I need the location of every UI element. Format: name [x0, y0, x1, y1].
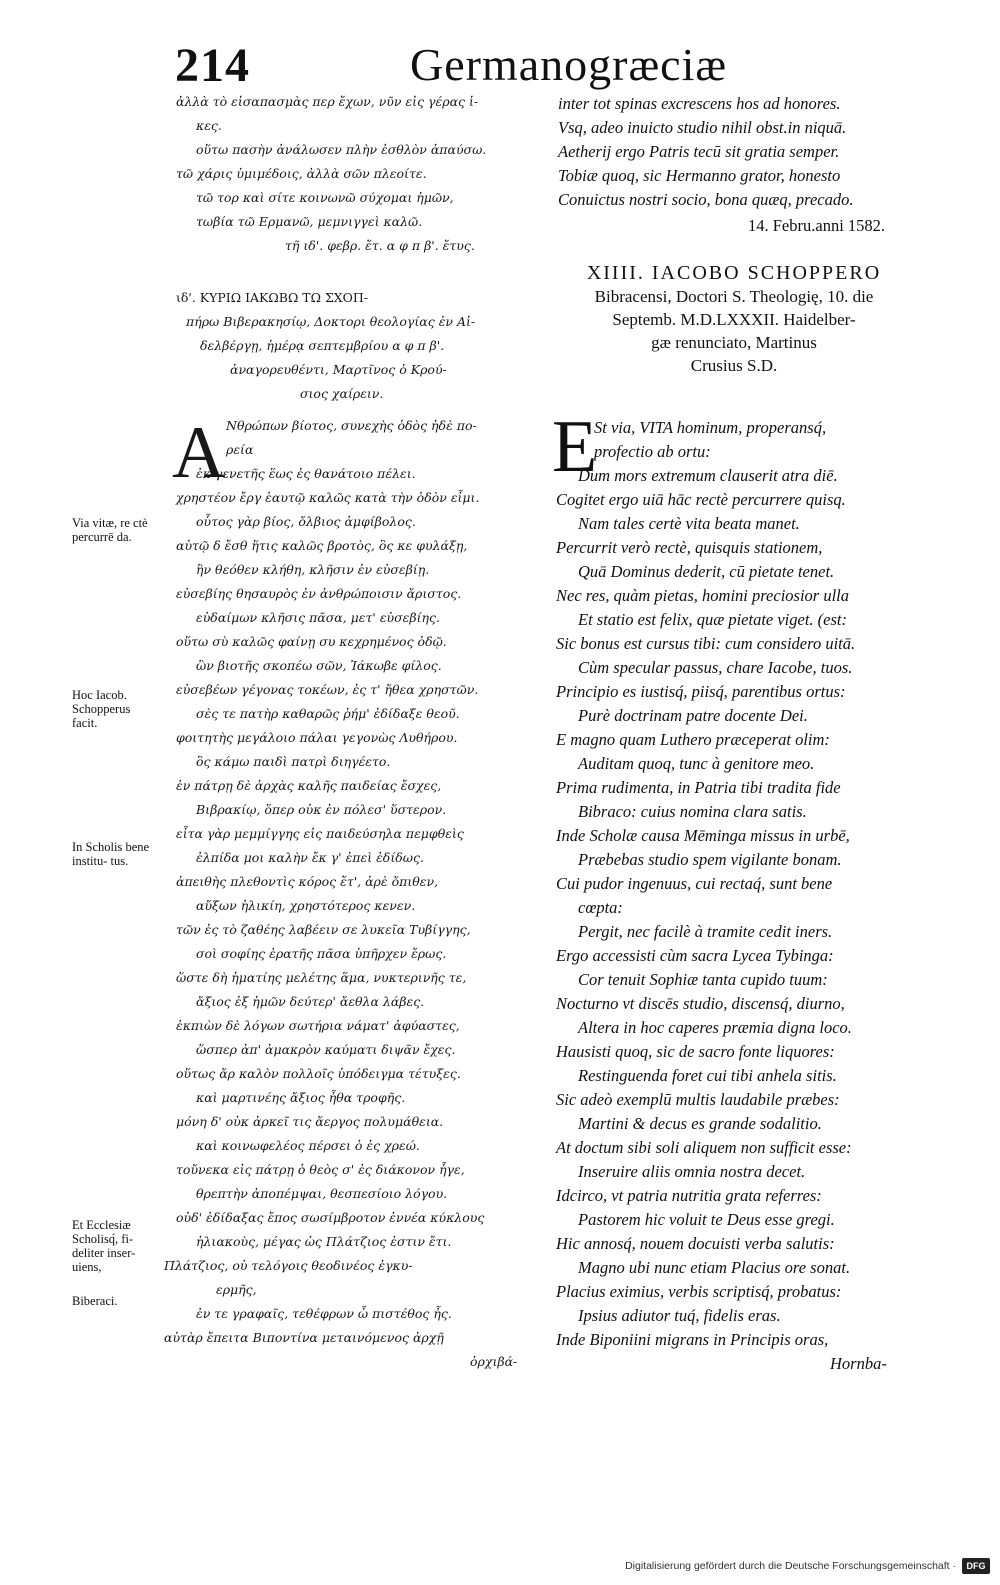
text-line: οὐδ' ἐδίδαξας ἔπος σωσίμβροτον ἐννέα κύκλους — [176, 1210, 485, 1225]
text-line: Cor tenuit Sophiæ tanta cupido tuum: — [578, 970, 828, 989]
text-line: Cui pudor ingenuus, cui rectaq́, sunt bene — [556, 874, 833, 893]
text-line: Hic annosq́, nouem docuisti verba salutis: — [556, 1234, 835, 1253]
text-line: Ergo accessisti cùm sacra Lycea Tybinga: — [556, 946, 834, 965]
text-line: ρεία — [226, 442, 254, 457]
text-line: ἐν τε γραφαῖς, τεθέφρων ὦ πιστέθος ἦς. — [196, 1306, 452, 1321]
text-line: ἐκπιὼν δὲ λόγων σωτήρια νάματ' ἀφύαστες, — [176, 1018, 460, 1033]
text-line: cœpta: — [578, 898, 623, 917]
text-line: Cùm specular passus, chare Iacobe, tuos. — [578, 658, 853, 677]
text-line: Idcirco, vt patria nutritia grata referres: — [556, 1186, 822, 1205]
letter-heading — [548, 262, 920, 377]
text-line: μόνη δ' οὐκ ἀρκεῖ τις ἄεργος πολυμάθεια. — [176, 1114, 444, 1129]
text-line: Restinguenda foret cui tibi anhela sitis. — [578, 1066, 837, 1085]
text-line: αὐτὰρ ἔπειτα Βιποντίνα μεταινόμενος ἀρχῇ — [164, 1330, 444, 1345]
text-line: οὕτω σὺ καλῶς φαίνῃ συ κεχρημένος ὁδῷ. — [176, 634, 447, 649]
catchword: Hornba- — [830, 1354, 887, 1373]
text-line: ἐν πάτρῃ δὲ ἀρχὰς καλῆς παιδείας ἔσχες, — [176, 778, 442, 793]
margin-note: Hoc Iacob. Schopperus facit. — [72, 688, 131, 730]
text-line: profectio ab ortu: — [594, 442, 711, 461]
text-line: φοιτητὴς μεγάλοιο πάλαι γεγονὼς Λυθήρου. — [176, 730, 458, 745]
text-line: Placius eximius, verbis scriptisq́, probatus: — [556, 1282, 842, 1301]
greek-heading-line: δελβέργῃ, ἡμέρᾳ σεπτεμβρίου α φ π β'. — [200, 338, 445, 353]
dfg-logo-icon: DFG — [962, 1558, 990, 1574]
text-line: Altera in hoc caperes præmia digna loco. — [578, 1018, 852, 1037]
greek-heading-line: ἀναγορευθέντι, Μαρτῖνος ὁ Κρού- — [230, 362, 447, 377]
text-line: τῶ χάρις ὑμιμέδοις, ἀλλὰ σῶν πλεοίτε. — [176, 166, 427, 181]
text-line: Inde Biponiini migrans in Principis oras, — [556, 1330, 829, 1349]
text-line: εὐσεβίης θησαυρὸς ἐν ἀνθρώποισιν ἄριστος. — [176, 586, 462, 601]
text-line: Principio es iustisq́, piisq́, parentibus ortus: — [556, 682, 846, 701]
text-line: Conuictus nostri socio, bona quæq, precado. — [558, 190, 854, 209]
text-line: Vsq, adeo inuicto studio nihil obst.in niquā. — [558, 118, 847, 137]
text-line: Magno ubi nunc etiam Placius ore sonat. — [578, 1258, 851, 1277]
page-number: 214 — [175, 39, 250, 92]
text-line: Cogitet ergo uiā hāc rectè percurrere quisq. — [556, 490, 846, 509]
footer-credit: Digitalisierung gefördert durch die Deutsche Forschungsgemeinschaft · — [625, 1560, 956, 1572]
text-line: St via, VITA hominum, properansq́, — [594, 418, 827, 437]
text-line: Percurrit verò rectè, quisquis stationem, — [556, 538, 823, 557]
greek-heading-line: ιδ'. ΚΥΡΙΩ ΙΑΚΩΒΩ ΤΩ ΣΧΟΠ- — [176, 290, 369, 305]
text-line: οὗτος γὰρ βίος, ὄλβιος ἀμφίβολος. — [196, 514, 416, 529]
text-line: τῆ ιδ'. φεβρ. ἔτ. α φ π β'. ἔτυς. — [285, 238, 475, 253]
text-line: σοὶ σοφίης ἐρατῆς πᾶσα ὑπῆρχεν ἔρως. — [196, 946, 447, 961]
greek-heading-line: σιος χαίρειν. — [300, 386, 384, 401]
text-line: Purè doctrinam patre docente Dei. — [578, 706, 808, 725]
letter-heading-line: Septemb. M.D.LXXXII. Haidelber- — [612, 310, 856, 329]
text-line: τωβία τῶ Ερμανῶ, μεμνιγγεὶ καλῶ. — [196, 214, 423, 229]
text-line: ὥσπερ ἀπ' ἀμακρὸν καύματι διψᾶν ἔχες. — [196, 1042, 456, 1057]
text-line: Hausisti quoq, sic de sacro fonte liquores: — [556, 1042, 835, 1061]
text-line: αὔξων ἡλικίη, χρηστότερος κενεν. — [196, 898, 416, 913]
text-line: Πλάτζιος, οὐ τελόγοις θεοδινέος ἐγκυ- — [164, 1258, 413, 1273]
margin-note: Via vitæ, re ctè percurrē da. — [72, 516, 148, 544]
text-line: ἐλπίδα μοι καλὴν ἔκ γ' ἐπεὶ ἐδίδως. — [196, 850, 424, 865]
text-line: εὐδαίμων κλῆσις πᾶσα, μετ' εὐσεβίης. — [196, 610, 440, 625]
text-line: κες. — [196, 118, 222, 133]
text-line: inter tot spinas excrescens hos ad honores. — [558, 94, 841, 113]
letter-heading-line: gæ renunciato, Martinus — [651, 333, 817, 352]
text-line: οὕτως ἄρ καλὸν πολλοῖς ὑπόδειγμα τέτυξες. — [176, 1066, 461, 1081]
text-line: ἣν θεόθεν κλήθη, κλῆσιν ἐν εὐσεβίῃ. — [196, 562, 430, 577]
text-line: ἄξιος ἐξ ἡμῶν δεύτερ' ἄεθλα λάβες. — [196, 994, 425, 1009]
text-line: Βιβρακίῳ, ὅπερ οὐκ ἐν πόλεσ' ὕστερον. — [196, 802, 447, 817]
text-line: Et statio est felix, quæ pietate viget. (est: — [578, 610, 847, 629]
text-line: Aetherij ergo Patris tecū sit gratia semper. — [558, 142, 840, 161]
text-line: Prima rudimenta, in Patria tibi tradita fide — [556, 778, 841, 797]
text-line: Sic adeò exemplū multis laudabile præbes: — [556, 1090, 840, 1109]
text-line: ἀλλὰ τὸ εἰσαπασμὰς περ ἔχων, νῦν εἰς γέρας ἱ- — [176, 94, 479, 109]
text-line: Pergit, nec facilè à tramite cedit iners. — [578, 922, 833, 941]
text-line: εἶτα γὰρ μεμμίγγης εἰς παιδεύσηλα πεμφθεὶς — [176, 826, 464, 841]
text-line: καὶ μαρτινέης ἄξιος ἦθα τροφῆς. — [196, 1090, 406, 1105]
text-line: ἐκ γενετῆς ἕως ἐς θανάτοιο πέλει. — [196, 466, 416, 481]
margin-note: In Scholis bene institu- tus. — [72, 840, 150, 868]
text-line: οὕτω πασὴν ἀνάλωσεν πλὴν ἐσθλὸν ἀπαύσω. — [196, 142, 487, 157]
text-line: σὲς τε πατὴρ καθαρῶς ῥήμ' ἐδίδαξε θεοῦ. — [196, 706, 460, 721]
text-line: ερμῆς, — [216, 1282, 257, 1297]
text-line: τῶ τορ καὶ σίτε κοινωνῶ σύχομαι ἡμῶν, — [196, 190, 454, 205]
text-line: Nec res, quàm pietas, homini preciosior ulla — [556, 586, 850, 605]
running-title: Germanogræciæ — [410, 39, 728, 90]
text-line: Inde Scholæ causa Mēminga missus in urbē, — [556, 826, 850, 845]
greek-heading-line: πήρω Βιβερακησίῳ, Δοκτορι θεολογίας ἐν Αἰ- — [186, 314, 476, 329]
margin-note: Et Ecclesiæ Scholisq́, fi- deliter inser- uiens, — [72, 1218, 136, 1274]
text-line: καὶ κοινωφελέος πέρσει ὁ ἐς χρεώ. — [196, 1138, 420, 1153]
greek-dropcap: Α — [172, 412, 226, 494]
text-line: εὐσεβέων γέγονας τοκέων, ἐς τ' ἤθεα χρηστῶν. — [176, 682, 479, 697]
catchword: ὀρχιβά- — [470, 1354, 518, 1369]
text-line: ἀπειθὴς πλεθοντὶς κόρος ἔτ', ἀρὲ ὄπιθεν, — [176, 874, 439, 889]
text-line: αὐτῷ δ ἔσθ ἥτις καλῶς βροτὸς, ὃς κε φυλάξῃ, — [176, 538, 468, 553]
text-line: Martini & decus es grande sodalitio. — [578, 1114, 822, 1133]
text-line: ὥστε δὴ ἡματίης μελέτης ἅμα, νυκτερινῆς τε, — [176, 970, 467, 985]
text-line: ὣν βιοτῆς σκοπέω σῶν, Ἰάκωβε φίλος. — [196, 658, 442, 673]
text-line: Νθρώπων βίοτος, συνεχὴς ὁδὸς ἠδὲ πο- — [226, 418, 477, 433]
text-line: Sic bonus est cursus tibi: cum considero uitā. — [556, 634, 856, 653]
text-line: Dum mors extremum clauserit atra diē. — [578, 466, 838, 485]
text-line: τῶν ἐς τὸ ζαθέης λαβέειν σε λυκεῖα Τυβίγγης, — [176, 922, 471, 937]
text-line: Pastorem hic voluit te Deus esse gregi. — [578, 1210, 835, 1229]
text-line: Præbebas studio spem vigilante bonam. — [578, 850, 842, 869]
text-line: χρηστέον ἔργ ἑαυτῷ καλῶς κατὰ τὴν ὁδὸν εἶμι. — [176, 490, 480, 505]
letter-heading-line: XIIII. IACOBO SCHOPPERO — [586, 262, 882, 284]
text-line: Inseruire aliis omnia nostra decet. — [578, 1162, 806, 1181]
text-line: Auditam quoq, tunc à genitore meo. — [578, 754, 815, 773]
text-line: ὃς κάμω παιδὶ πατρὶ διηγέετο. — [196, 754, 391, 769]
text-line: Tobiæ quoq, sic Hermanno grator, honesto — [558, 166, 841, 185]
latin-dropcap: E — [552, 406, 598, 488]
letter-heading-line: Bibracensi, Doctori S. Theologię, 10. die — [594, 287, 874, 306]
text-line: τοὔνεκα εἰς πάτρῃ ὁ θεὸς σ' ἐς διάκονον ἦγε, — [176, 1162, 465, 1177]
text-line: Nocturno vt discēs studio, discensq́, diurno, — [556, 994, 845, 1013]
text-line: Ipsius adiutor tuq́, fidelis eras. — [578, 1306, 781, 1325]
margin-note: Biberaci. — [72, 1294, 118, 1308]
text-line: θρεπτὴν ἀποπέμψαι, θεσπεσίοιο λόγου. — [196, 1186, 448, 1201]
text-line: E magno quam Luthero præceperat olim: — [556, 730, 830, 749]
letter-heading-line: Crusius S.D. — [690, 356, 778, 375]
text-line: Nam tales certè vita beata manet. — [578, 514, 800, 533]
text-line: ἡλιακοὺς, μέγας ὡς Πλάτζιος ἐστιν ἔτι. — [196, 1234, 452, 1249]
text-line: Quā Dominus dederit, cū pietate tenet. — [578, 562, 835, 581]
digitization-footer — [600, 1558, 992, 1576]
date-line: 14. Febru.anni 1582. — [748, 216, 886, 235]
text-line: Bibraco: cuius nomina clara satis. — [578, 802, 807, 821]
text-line: At doctum sibi soli aliquem non sufficit esse: — [556, 1138, 852, 1157]
